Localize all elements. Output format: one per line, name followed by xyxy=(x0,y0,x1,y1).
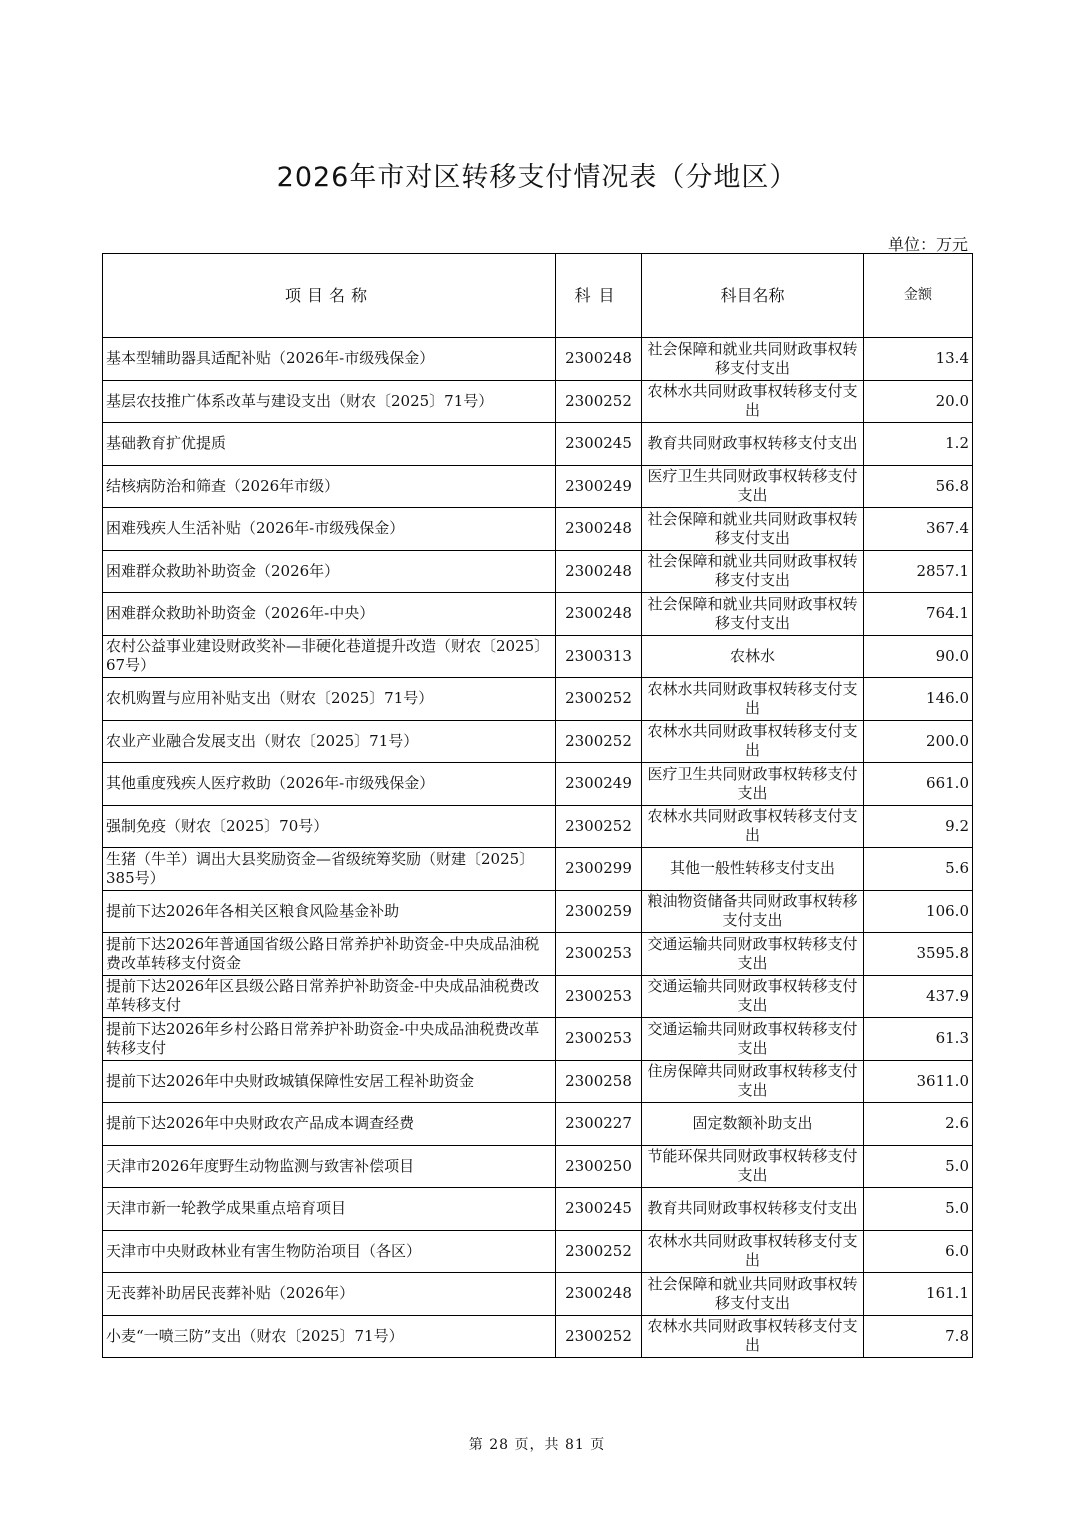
subject-name-cell: 教育共同财政事权转移支付支出 xyxy=(642,423,864,466)
table-row xyxy=(103,1230,973,1273)
table-row xyxy=(103,380,973,423)
project-name-cell: 天津市2026年度野生动物监测与致害补偿项目 xyxy=(103,1145,556,1188)
table-row xyxy=(103,975,973,1018)
project-name-cell: 提前下达2026年普通国省级公路日常养护补助资金-中央成品油税费改革转移支付资金 xyxy=(103,933,556,976)
amount-cell: 5.0 xyxy=(864,1188,973,1231)
subject-code-cell: 2300249 xyxy=(556,465,642,508)
table-row xyxy=(103,1018,973,1061)
subject-name-cell: 住房保障共同财政事权转移支付支出 xyxy=(642,1060,864,1103)
project-name-cell: 农村公益事业建设财政奖补—非硬化巷道提升改造（财农〔2025〕67号） xyxy=(103,635,556,678)
subject-code-cell: 2300253 xyxy=(556,1018,642,1061)
subject-name-cell: 社会保障和就业共同财政事权转移支付支出 xyxy=(642,550,864,593)
table-header-row xyxy=(103,254,973,338)
table-row xyxy=(103,593,973,636)
subject-code-cell: 2300313 xyxy=(556,635,642,678)
table-row xyxy=(103,1103,973,1146)
project-name-cell: 其他重度残疾人医疗救助（2026年-市级残保金） xyxy=(103,763,556,806)
project-name-cell: 结核病防治和筛查（2026年市级） xyxy=(103,465,556,508)
table-row xyxy=(103,805,973,848)
table-row xyxy=(103,550,973,593)
amount-cell: 146.0 xyxy=(864,678,973,721)
subject-name-cell: 交通运输共同财政事权转移支付支出 xyxy=(642,975,864,1018)
subject-code-cell: 2300245 xyxy=(556,1188,642,1231)
amount-cell: 6.0 xyxy=(864,1230,973,1273)
project-name-cell: 生猪（牛羊）调出大县奖励资金—省级统筹奖励（财建〔2025〕385号） xyxy=(103,848,556,891)
subject-name-cell: 其他一般性转移支付支出 xyxy=(642,848,864,891)
amount-cell: 161.1 xyxy=(864,1273,973,1316)
table-row xyxy=(103,1188,973,1231)
subject-name-cell: 社会保障和就业共同财政事权转移支付支出 xyxy=(642,593,864,636)
page-footer: 第 28 页，共 81 页 xyxy=(468,1437,606,1453)
table-row xyxy=(103,848,973,891)
table-row xyxy=(103,465,973,508)
subject-code-cell: 2300252 xyxy=(556,380,642,423)
subject-code-cell: 2300249 xyxy=(556,763,642,806)
table-row xyxy=(103,1273,973,1316)
project-name-cell: 小麦“一喷三防”支出（财农〔2025〕71号） xyxy=(103,1315,556,1358)
subject-code-cell: 2300252 xyxy=(556,678,642,721)
transfer-payment-table xyxy=(102,253,973,1358)
project-name-cell: 困难群众救助补助资金（2026年） xyxy=(103,550,556,593)
project-name-cell: 无丧葬补助居民丧葬补贴（2026年） xyxy=(103,1273,556,1316)
table-row xyxy=(103,763,973,806)
table-row xyxy=(103,508,973,551)
amount-cell: 764.1 xyxy=(864,593,973,636)
project-name-cell: 提前下达2026年中央财政农产品成本调查经费 xyxy=(103,1103,556,1146)
table-row xyxy=(103,933,973,976)
subject-code-cell: 2300248 xyxy=(556,338,642,381)
subject-name-cell: 农林水共同财政事权转移支付支出 xyxy=(642,805,864,848)
project-name-cell: 基层农技推广体系改革与建设支出（财农〔2025〕71号） xyxy=(103,380,556,423)
table-row xyxy=(103,635,973,678)
subject-name-cell: 农林水共同财政事权转移支付支出 xyxy=(642,720,864,763)
table-body xyxy=(103,338,973,1358)
project-name-cell: 天津市新一轮教学成果重点培育项目 xyxy=(103,1188,556,1231)
amount-cell: 106.0 xyxy=(864,890,973,933)
subject-code-cell: 2300248 xyxy=(556,1273,642,1316)
table-row xyxy=(103,678,973,721)
subject-name-cell: 医疗卫生共同财政事权转移支付支出 xyxy=(642,763,864,806)
amount-cell: 3611.0 xyxy=(864,1060,973,1103)
amount-cell: 3595.8 xyxy=(864,933,973,976)
amount-cell: 7.8 xyxy=(864,1315,973,1358)
project-name-cell: 困难群众救助补助资金（2026年-中央） xyxy=(103,593,556,636)
amount-cell: 661.0 xyxy=(864,763,973,806)
amount-cell: 5.0 xyxy=(864,1145,973,1188)
subject-name-cell: 固定数额补助支出 xyxy=(642,1103,864,1146)
subject-code-cell: 2300248 xyxy=(556,550,642,593)
project-name-cell: 提前下达2026年各相关区粮食风险基金补助 xyxy=(103,890,556,933)
subject-code-cell: 2300245 xyxy=(556,423,642,466)
project-name-cell: 基本型辅助器具适配补贴（2026年-市级残保金） xyxy=(103,338,556,381)
subject-code-cell: 2300258 xyxy=(556,1060,642,1103)
amount-cell: 61.3 xyxy=(864,1018,973,1061)
subject-code-cell: 2300252 xyxy=(556,805,642,848)
page-title: 2026年市对区转移支付情况表（分地区） xyxy=(276,162,798,193)
subject-name-cell: 农林水 xyxy=(642,635,864,678)
subject-name-cell: 农林水共同财政事权转移支付支出 xyxy=(642,1315,864,1358)
amount-cell: 13.4 xyxy=(864,338,973,381)
table-row xyxy=(103,423,973,466)
header-subject-name: 科目名称 xyxy=(642,254,864,338)
table-row xyxy=(103,1145,973,1188)
project-name-cell: 提前下达2026年乡村公路日常养护补助资金-中央成品油税费改革转移支付 xyxy=(103,1018,556,1061)
project-name-cell: 农机购置与应用补贴支出（财农〔2025〕71号） xyxy=(103,678,556,721)
subject-code-cell: 2300252 xyxy=(556,1230,642,1273)
subject-name-cell: 农林水共同财政事权转移支付支出 xyxy=(642,678,864,721)
amount-cell: 2857.1 xyxy=(864,550,973,593)
subject-name-cell: 社会保障和就业共同财政事权转移支付支出 xyxy=(642,508,864,551)
table-row xyxy=(103,720,973,763)
subject-code-cell: 2300299 xyxy=(556,848,642,891)
subject-name-cell: 教育共同财政事权转移支付支出 xyxy=(642,1188,864,1231)
table-row xyxy=(103,1060,973,1103)
project-name-cell: 提前下达2026年区县级公路日常养护补助资金-中央成品油税费改革转移支付 xyxy=(103,975,556,1018)
subject-name-cell: 社会保障和就业共同财政事权转移支付支出 xyxy=(642,338,864,381)
subject-code-cell: 2300252 xyxy=(556,720,642,763)
project-name-cell: 提前下达2026年中央财政城镇保障性安居工程补助资金 xyxy=(103,1060,556,1103)
amount-cell: 1.2 xyxy=(864,423,973,466)
subject-code-cell: 2300227 xyxy=(556,1103,642,1146)
subject-name-cell: 农林水共同财政事权转移支付支出 xyxy=(642,1230,864,1273)
project-name-cell: 基础教育扩优提质 xyxy=(103,423,556,466)
subject-name-cell: 交通运输共同财政事权转移支付支出 xyxy=(642,933,864,976)
amount-cell: 437.9 xyxy=(864,975,973,1018)
subject-code-cell: 2300253 xyxy=(556,933,642,976)
subject-code-cell: 2300253 xyxy=(556,975,642,1018)
amount-cell: 200.0 xyxy=(864,720,973,763)
project-name-cell: 农业产业融合发展支出（财农〔2025〕71号） xyxy=(103,720,556,763)
subject-name-cell: 交通运输共同财政事权转移支付支出 xyxy=(642,1018,864,1061)
amount-cell: 90.0 xyxy=(864,635,973,678)
subject-name-cell: 社会保障和就业共同财政事权转移支付支出 xyxy=(642,1273,864,1316)
table-row xyxy=(103,890,973,933)
amount-cell: 367.4 xyxy=(864,508,973,551)
subject-name-cell: 农林水共同财政事权转移支付支出 xyxy=(642,380,864,423)
amount-cell: 5.6 xyxy=(864,848,973,891)
project-name-cell: 强制免疫（财农〔2025〕70号） xyxy=(103,805,556,848)
subject-name-cell: 粮油物资储备共同财政事权转移支付支出 xyxy=(642,890,864,933)
amount-cell: 2.6 xyxy=(864,1103,973,1146)
subject-code-cell: 2300248 xyxy=(556,593,642,636)
amount-cell: 56.8 xyxy=(864,465,973,508)
subject-code-cell: 2300252 xyxy=(556,1315,642,1358)
header-subject-code: 科目 xyxy=(556,254,642,338)
subject-name-cell: 节能环保共同财政事权转移支付支出 xyxy=(642,1145,864,1188)
table-row xyxy=(103,338,973,381)
amount-cell: 20.0 xyxy=(864,380,973,423)
unit-label: 单位：万元 xyxy=(887,235,968,254)
table-row xyxy=(103,1315,973,1358)
project-name-cell: 困难残疾人生活补贴（2026年-市级残保金） xyxy=(103,508,556,551)
header-amount: 金额 xyxy=(864,254,973,338)
subject-code-cell: 2300259 xyxy=(556,890,642,933)
subject-code-cell: 2300248 xyxy=(556,508,642,551)
subject-code-cell: 2300250 xyxy=(556,1145,642,1188)
project-name-cell: 天津市中央财政林业有害生物防治项目（各区） xyxy=(103,1230,556,1273)
subject-name-cell: 医疗卫生共同财政事权转移支付支出 xyxy=(642,465,864,508)
header-project-name: 项目名称 xyxy=(103,254,556,338)
amount-cell: 9.2 xyxy=(864,805,973,848)
